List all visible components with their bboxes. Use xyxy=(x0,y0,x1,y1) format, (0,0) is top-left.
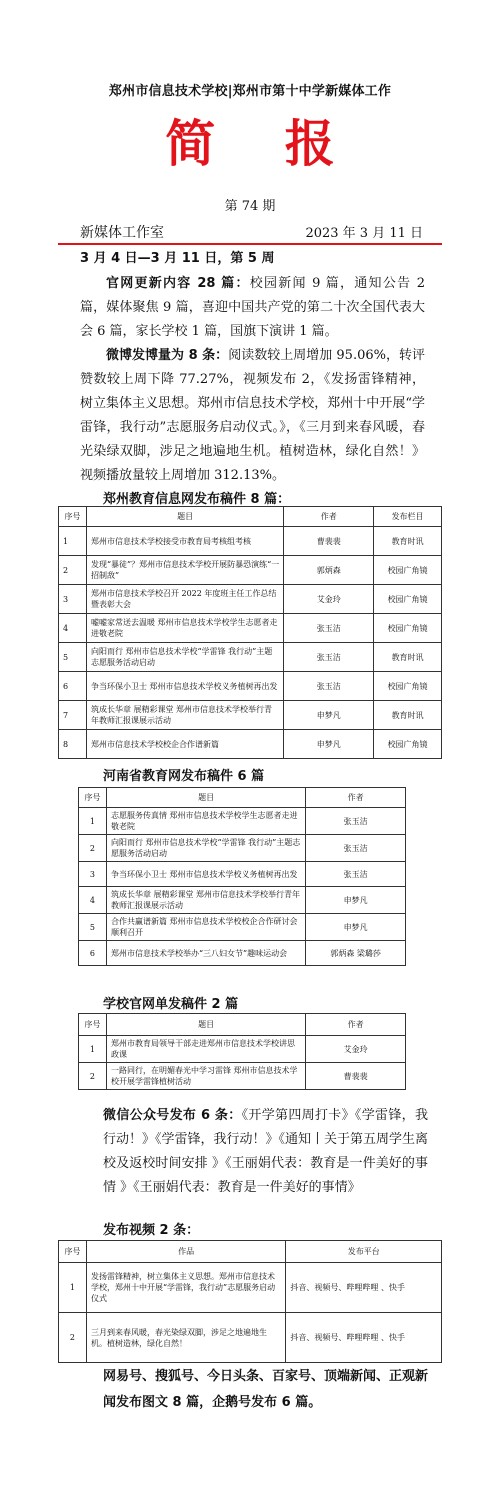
table-row xyxy=(59,701,442,730)
col-header-author: 作者 xyxy=(306,1014,406,1036)
col-header-author: 作者 xyxy=(306,788,406,808)
table-cell: 郑州市信息技术学校接受市教育局考核组考核 xyxy=(86,527,283,556)
issue-date: 2023 年 3 月 11 日 xyxy=(305,226,423,241)
table4-title: 发布视频 2 条： xyxy=(103,1223,200,1238)
table-cell: 曹裴裴 xyxy=(306,1063,406,1090)
table-cell: 3 xyxy=(59,585,87,614)
col-header-index: 序号 xyxy=(79,1014,107,1036)
table-row xyxy=(79,862,406,887)
col-header-author: 作者 xyxy=(284,507,374,527)
official-site-paragraph xyxy=(80,272,425,344)
wechat-text: 《开学第四周打卡》《学雷锋，我行动！》《学雷锋，我行动！》《通知丨关于第五周学生离校及返校时间安排 》《王丽娟代表：教育是一件美好的事情 》《王丽娟代表：教育是一件美好的事情》 xyxy=(103,1108,429,1195)
table-cell: 教育时讯 xyxy=(374,643,442,672)
table-hnedu xyxy=(78,787,406,966)
table-cell: 4 xyxy=(79,887,107,914)
table-cell: 张玉洁 xyxy=(284,614,374,643)
footer-paragraph: 网易号、搜狐号、今日头条、百家号、顶端新闻、正观新闻发布图文 8 篇，企鹅号发布 6 篇。 xyxy=(103,1369,429,1410)
wechat-paragraph xyxy=(103,1104,428,1200)
table-cell: 艾金玲 xyxy=(306,1036,406,1063)
table-cell: 5 xyxy=(59,643,87,672)
col-header-title: 题目 xyxy=(106,788,305,808)
table-cell: 曹裴裴 xyxy=(284,527,374,556)
table-cell: 7 xyxy=(59,701,87,730)
issue-number: 第 74 期 xyxy=(224,199,276,214)
table-cell: 3 xyxy=(79,862,107,887)
table-cell: 8 xyxy=(59,730,87,759)
col-header-index: 序号 xyxy=(59,1241,87,1263)
table2-title: 河南省教育网发布稿件 6 篇 xyxy=(103,769,265,784)
col-header-column: 发布栏目 xyxy=(374,507,442,527)
table-row xyxy=(79,808,406,835)
table-row xyxy=(59,672,442,701)
table-cell: 合作共赢谱新篇 郑州市信息技术学校校企合作研讨会顺利召开 xyxy=(106,914,305,941)
table-cell: 向阳而行 郑州市信息技术学校“学雷锋 我行动”主题志愿服务活动启动 xyxy=(106,835,305,862)
table-cell: 一路同行，在明媚春光中学习雷锋 郑州市信息技术学校开展学雷锋植树活动 xyxy=(106,1063,305,1090)
main-title: 简 报 xyxy=(165,115,361,173)
table-cell: 郑州市教育局领导干部走进郑州市信息技术学校讲思政课 xyxy=(106,1036,305,1063)
col-header-title: 题目 xyxy=(86,507,283,527)
table-row xyxy=(59,527,442,556)
table-cell: 教育时讯 xyxy=(374,701,442,730)
official-site-text: 校园新闻 9 篇，通知公告 2 篇，媒体聚焦 9 篇，喜迎中国共产党的第二十次全国代表大会 6 篇，家长学校 1 篇，国旗下演讲 1 篇。 xyxy=(80,276,425,339)
table-cell: 2 xyxy=(59,1313,87,1363)
col-header-work: 作品 xyxy=(86,1241,285,1263)
table-cell: 6 xyxy=(79,941,107,966)
table-row xyxy=(79,835,406,862)
table-cell: 1 xyxy=(79,808,107,835)
table-cell: 嘘嘘家常送去温暖 郑州市信息技术学校学生志愿者走进敬老院 xyxy=(86,614,283,643)
table-cell: 艾金玲 xyxy=(284,585,374,614)
table-zzedu xyxy=(58,506,442,759)
table1-title: 郑州教育信息网发布稿件 8 篇： xyxy=(103,492,291,507)
table-cell: 1 xyxy=(79,1036,107,1063)
table3-title: 学校官网单发稿件 2 篇 xyxy=(103,997,239,1012)
weibo-text: 阅读数较上周增加 95.06%，转评赞数较上周下降 77.27%，视频发布 2，《发扬雷锋精神，树立集体主义思想。郑州市信息技术学校，郑州十中开展“学雷锋，我行动”志愿服务启动仪式。》，《三月到来春风暖，春光染绿双脚，涉足之地遍地生机。植树造林，绿化自然！》视频播放量较上周增加 312.13%。 xyxy=(80,348,425,483)
table-cell: 郑州市信息技术学校召开 2022 年度班主任工作总结暨表彰大会 xyxy=(86,585,283,614)
table-cell: 1 xyxy=(59,1263,87,1313)
table-cell: 4 xyxy=(59,614,87,643)
table-school-site xyxy=(78,1013,406,1090)
week-line: 3 月 4 日—3 月 11 日，第 5 周 xyxy=(80,251,275,266)
table-cell: 1 xyxy=(59,527,87,556)
table-cell: 教育时讯 xyxy=(374,527,442,556)
table-cell: 张玉洁 xyxy=(284,672,374,701)
table-videos xyxy=(58,1240,442,1363)
table-cell: 申梦凡 xyxy=(306,914,406,941)
official-site-label: 官网更新内容 28 篇： xyxy=(106,276,250,291)
table-row xyxy=(59,1263,442,1313)
table-cell: 申梦凡 xyxy=(306,887,406,914)
table-cell: 争当环保小卫士 郑州市信息技术学校义务植树再出发 xyxy=(106,862,305,887)
table-row xyxy=(79,914,406,941)
table-row xyxy=(79,1036,406,1063)
table-row xyxy=(59,1313,442,1363)
table-cell: 争当环保小卫士 郑州市信息技术学校义务植树再出发 xyxy=(86,672,283,701)
table-cell: 2 xyxy=(79,835,107,862)
office-name: 新媒体工作室 xyxy=(80,225,164,241)
table-cell: 向阳而行 郑州市信息技术学校“学雷锋 我行动”主题志愿服务活动启动 xyxy=(86,643,283,672)
table-cell: 筑成长华章 展精彩课堂 郑州市信息技术学校举行青年教师汇报课展示活动 xyxy=(106,887,305,914)
table-row xyxy=(59,643,442,672)
weibo-paragraph xyxy=(80,344,425,488)
table-cell: 校园广角镜 xyxy=(374,730,442,759)
col-header-title: 题目 xyxy=(106,1014,305,1036)
table-cell: 校园广角镜 xyxy=(374,585,442,614)
table-cell: 校园广角镜 xyxy=(374,614,442,643)
table-cell: 校园广角镜 xyxy=(374,556,442,585)
table-cell: 郑州市信息技术学校举办“三八妇女节”趣味运动会 xyxy=(106,941,305,966)
table-cell: 张玉洁 xyxy=(306,862,406,887)
table-row xyxy=(59,730,442,759)
table-cell: 发扬雷锋精神，树立集体主义思想。郑州市信息技术学校，郑州十中开展“学雷锋，我行动”志愿服务启动仪式 xyxy=(86,1263,285,1313)
table-cell: 申梦凡 xyxy=(284,730,374,759)
table-cell: 发现“暴徒”？郑州市信息技术学校开展防暴恐演练“一招制敌” xyxy=(86,556,283,585)
table-cell: 三月到来春风暖，春光染绿双脚，涉足之地遍地生机。植树造林，绿化自然！ xyxy=(86,1313,285,1363)
wechat-label: 微信公众号发布 6 条： xyxy=(103,1108,242,1123)
header-title: 郑州市信息技术学校|郑州市第十中学新媒体工作 xyxy=(108,84,392,99)
red-divider xyxy=(58,243,442,245)
table-row xyxy=(79,941,406,966)
table-cell: 郭炳森 梁璐莎 xyxy=(306,941,406,966)
table-cell: 张玉洁 xyxy=(306,808,406,835)
table-cell: 抖音、视频号、哔哩哔哩 、快手 xyxy=(286,1263,442,1313)
table-row xyxy=(59,585,442,614)
weibo-label: 微博发博量为 8 条： xyxy=(106,348,229,363)
table-cell: 志愿服务传真情 郑州市信息技术学校学生志愿者走进敬老院 xyxy=(106,808,305,835)
table-cell: 6 xyxy=(59,672,87,701)
col-header-index: 序号 xyxy=(59,507,87,527)
table-cell: 2 xyxy=(79,1063,107,1090)
table-cell: 筑成长华章 展精彩课堂 郑州市信息技术学校举行青年教师汇报课展示活动 xyxy=(86,701,283,730)
table-cell: 郑州市信息技术学校校企合作谱新篇 xyxy=(86,730,283,759)
table-cell: 2 xyxy=(59,556,87,585)
table-row xyxy=(79,887,406,914)
col-header-index: 序号 xyxy=(79,788,107,808)
col-header-platform: 发布平台 xyxy=(286,1241,442,1263)
table-row xyxy=(59,614,442,643)
table-row xyxy=(59,556,442,585)
table-cell: 张玉洁 xyxy=(306,835,406,862)
table-cell: 申梦凡 xyxy=(284,701,374,730)
table-cell: 校园广角镜 xyxy=(374,672,442,701)
table-cell: 郭炳森 xyxy=(284,556,374,585)
table-cell: 5 xyxy=(79,914,107,941)
table-cell: 抖音、视频号、哔哩哔哩 、快手 xyxy=(286,1313,442,1363)
table-row xyxy=(79,1063,406,1090)
table-cell: 张玉洁 xyxy=(284,643,374,672)
